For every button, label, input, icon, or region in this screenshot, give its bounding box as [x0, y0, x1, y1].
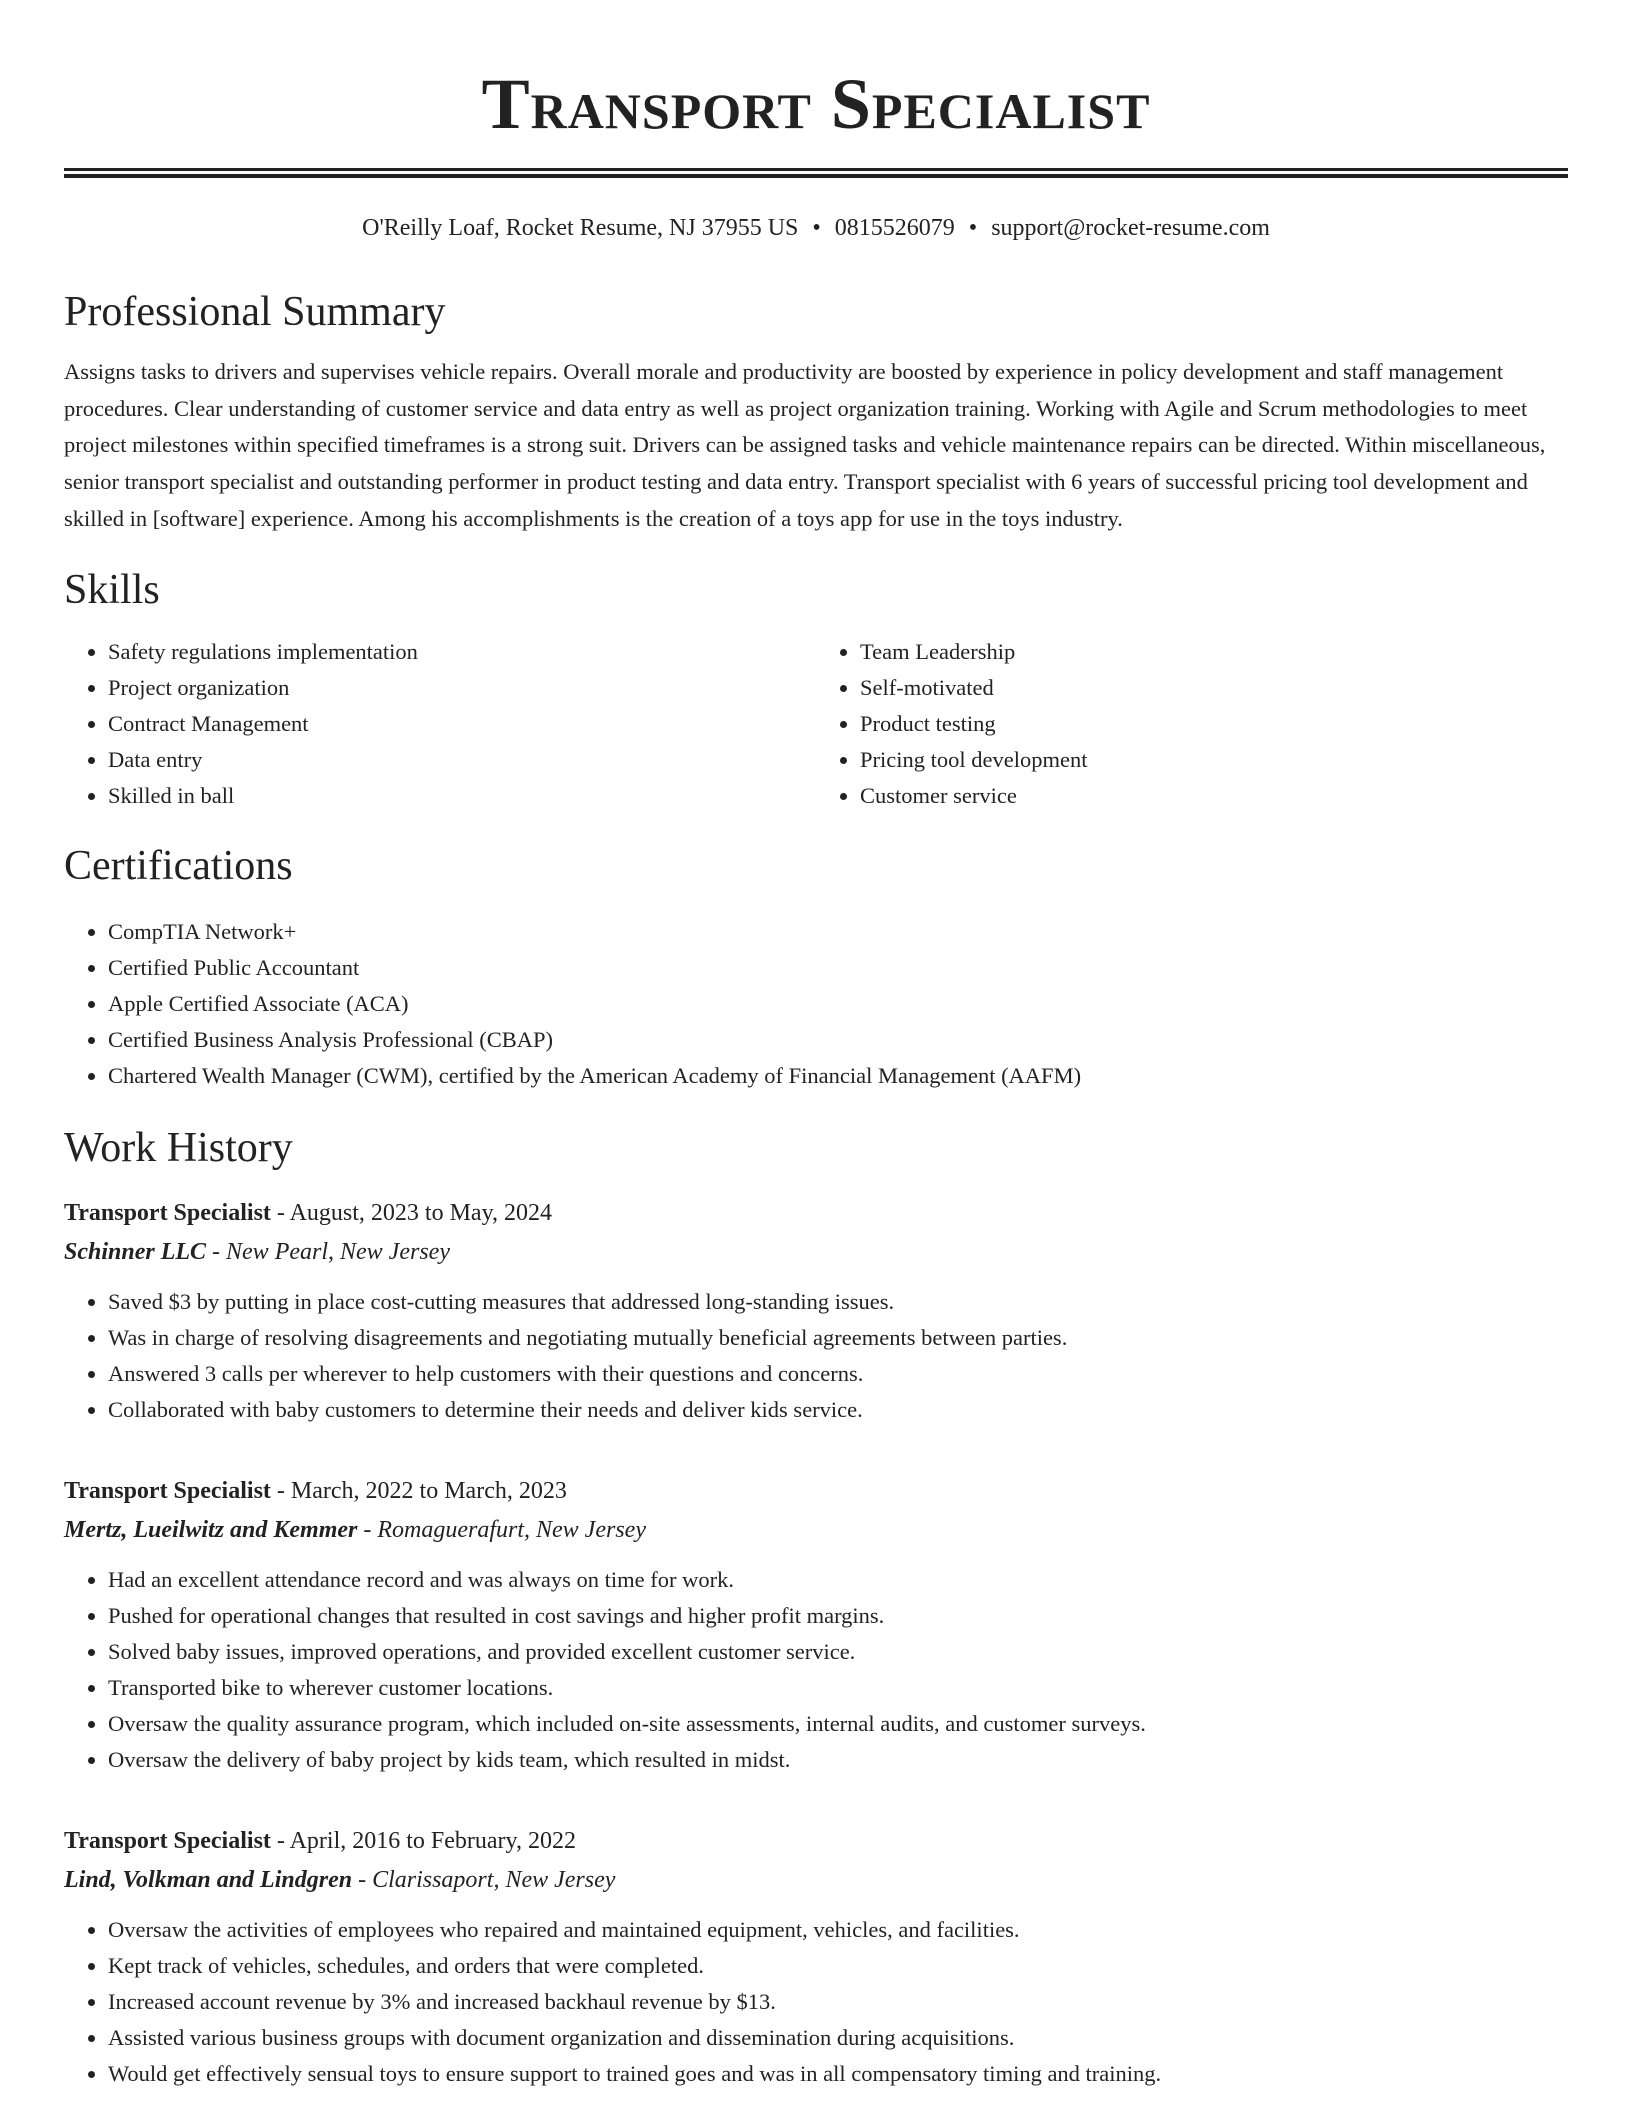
job-title-line — [64, 1194, 1568, 1232]
company-location: - Romaguerafurt, New Jersey — [357, 1516, 646, 1543]
job-bullet: • Answered 3 calls per wherever to help customers with their questions and concerns. — [108, 1356, 1568, 1392]
company-location: - New Pearl, New Jersey — [206, 1238, 450, 1265]
company-line — [64, 1232, 1568, 1272]
skill-item: • Skilled in ball — [108, 778, 816, 814]
contact-address: O'Reilly Loaf, Rocket Resume, NJ 37955 US — [362, 215, 799, 241]
job-title-line — [64, 1822, 1568, 1860]
page-title: Transport Specialist — [481, 64, 1151, 144]
contact-phone: 0815526079 — [834, 215, 955, 241]
job-dates: - March, 2022 to March, 2023 — [270, 1477, 567, 1504]
company-name: Schinner LLC — [64, 1238, 207, 1265]
company-location: - Clarissaport, New Jersey — [352, 1866, 616, 1893]
resume-page — [64, 0, 1568, 2092]
skill-item: • Pricing tool development — [860, 742, 1568, 778]
certification-item: • CompTIA Network+ — [108, 914, 1568, 950]
skills-column-left — [64, 634, 816, 814]
job-bullet: • Increased account revenue by 3% and increased backhaul revenue by $13. — [108, 1984, 1568, 2020]
job-bullet: • Kept track of vehicles, schedules, and orders that were completed. — [108, 1948, 1568, 1984]
company-name: Lind, Volkman and Lindgren — [64, 1866, 353, 1893]
job-bullet: • Oversaw the activities of employees who repaired and maintained equipment, vehicles, and facilities. — [108, 1912, 1568, 1948]
title-divider — [64, 168, 1568, 178]
job-title-line — [64, 1472, 1568, 1510]
certification-item: • Apple Certified Associate (ACA) — [108, 986, 1568, 1022]
contact-separator: • — [812, 215, 821, 241]
company-name: Mertz, Lueilwitz and Kemmer — [64, 1516, 358, 1543]
job-entry — [64, 1822, 1568, 2092]
job-bullet: • Oversaw the quality assurance program, which included on-site assessments, internal audits, and customer surveys. — [108, 1706, 1568, 1742]
certifications-heading: Certifications — [64, 842, 293, 889]
certification-item: • Chartered Wealth Manager (CWM), certified by the American Academy of Financial Management (AAFM) — [108, 1058, 1568, 1094]
job-bullets — [64, 1284, 1568, 1428]
skill-item: • Safety regulations implementation — [108, 634, 816, 670]
job-dates: - April, 2016 to February, 2022 — [270, 1827, 576, 1854]
job-bullet: • Had an excellent attendance record and was always on time for work. — [108, 1562, 1568, 1598]
job-bullet: • Collaborated with baby customers to determine their needs and deliver kids service. — [108, 1392, 1568, 1428]
job-title: Transport Specialist — [64, 1827, 271, 1854]
job-bullet: • Saved $3 by putting in place cost-cutting measures that addressed long-standing issues. — [108, 1284, 1568, 1320]
job-bullet: • Oversaw the delivery of baby project by kids team, which resulted in midst. — [108, 1742, 1568, 1778]
job-bullet: • Transported bike to wherever customer locations. — [108, 1670, 1568, 1706]
skills-column-right — [816, 634, 1568, 814]
job-entry — [64, 1194, 1568, 1428]
skill-item: • Data entry — [108, 742, 816, 778]
job-bullets — [64, 1912, 1568, 2092]
skills-list — [64, 634, 1568, 814]
company-line — [64, 1510, 1568, 1550]
job-bullet: • Would get effectively sensual toys to ensure support to trained goes and was in all compensatory timing and training. — [108, 2056, 1568, 2092]
contact-email: support@rocket-resume.com — [991, 215, 1270, 241]
skills-heading: Skills — [64, 566, 160, 613]
job-entry — [64, 1472, 1568, 1778]
job-bullets — [64, 1562, 1568, 1778]
skill-item: • Project organization — [108, 670, 816, 706]
job-title: Transport Specialist — [64, 1477, 271, 1504]
certification-item: • Certified Business Analysis Professional (CBAP) — [108, 1022, 1568, 1058]
job-bullet: • Pushed for operational changes that resulted in cost savings and higher profit margins. — [108, 1598, 1568, 1634]
skill-item: • Self-motivated — [860, 670, 1568, 706]
skill-item: • Contract Management — [108, 706, 816, 742]
job-title: Transport Specialist — [64, 1199, 271, 1226]
skill-item: • Customer service — [860, 778, 1568, 814]
certification-item: • Certified Public Accountant — [108, 950, 1568, 986]
skill-item: • Product testing — [860, 706, 1568, 742]
summary-heading: Professional Summary — [64, 289, 446, 335]
skill-item: • Team Leadership — [860, 634, 1568, 670]
job-bullet: • Assisted various business groups with document organization and dissemination during acquisitions. — [108, 2020, 1568, 2056]
work-history-heading: Work History — [64, 1124, 293, 1171]
job-dates: - August, 2023 to May, 2024 — [270, 1199, 553, 1226]
summary-text: Assigns tasks to drivers and supervises vehicle repairs. Overall morale and productivity are boosted by experience in policy development and staff management procedures. Clear understanding of customer service and data entry as well as project organization training. Working with Agile and Scrum methodologies to meet project milestones within specified timeframes is a strong suit. Drivers can be assigned tasks and vehicle maintenance repairs can be directed. Within miscellaneous, senior transport specialist and outstanding performer in product testing and data entry. Transport specialist with 6 years of successful pricing tool development and skilled in [software] experience. Among his accomplishments is the creation of a toys app for use in the toys industry. — [64, 359, 1546, 531]
contact-line — [64, 212, 1568, 244]
contact-separator: • — [968, 215, 978, 241]
company-line — [64, 1860, 1568, 1900]
job-bullet: • Was in charge of resolving disagreements and negotiating mutually beneficial agreements between parties. — [108, 1320, 1568, 1356]
job-bullet: • Solved baby issues, improved operations, and provided excellent customer service. — [108, 1634, 1568, 1670]
certifications-list — [64, 914, 1568, 1094]
